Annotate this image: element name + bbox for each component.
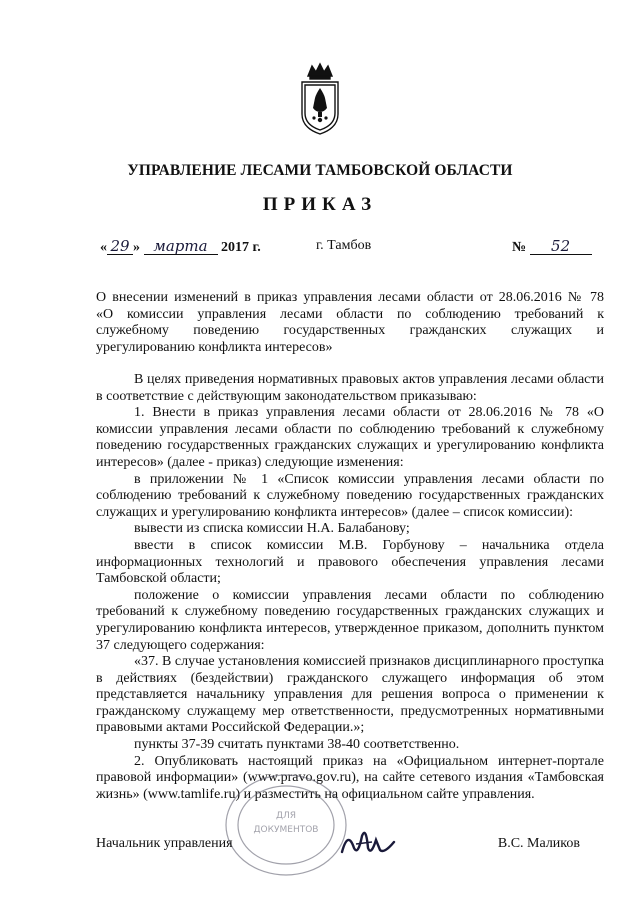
signatory-position: Начальник управления [96,836,233,851]
body-paragraph: ввести в список комиссии М.В. Горбунову – начальника отдела информационных технологий и правового обеспечения управления лесами Тамбовской области; [96,537,604,587]
date-year: 2017 г. [221,240,261,255]
subject-line: О внесении изменений в приказ управления лесами области от 28.06.2016 № 78 [96,290,604,305]
stamp-text-1: ДЛЯ [275,811,297,821]
stamp-text-2: ДОКУМЕНТОВ [253,825,319,835]
body-paragraph: вывести из списка комиссии Н.А. Балабанову; [134,521,410,537]
coat-of-arms-icon [298,62,342,136]
official-seal-stamp [222,770,350,880]
handwritten-signature [338,822,398,862]
subject-line: урегулированию конфликта интересов» [96,339,333,355]
date-quote-open: « [100,240,107,255]
body-paragraph: пункты 37-39 считать пунктами 38-40 соответственно. [134,737,460,753]
date-month: марта [144,238,218,255]
document-subject [96,290,604,356]
city-label: г. Тамбов [316,238,372,253]
body-paragraph: в приложении № 1 «Список комиссии управления лесами области по соблюдению требований к служебному поведению государственных гражданских служащих и урегулированию конфликта интересов» (далее – список комиссии): [96,471,604,520]
date-day: 29 [107,238,133,255]
body-paragraph: 2. Опубликовать настоящий приказ на «Официальном интернет-портале правовой информации» (www.pravo.gov.ru), на сайте сетевого издания «Тамбовская жизнь» (www.tamlife.ru) и разместить на официальном сайте управления. [96,753,604,802]
date-quote-close: » [133,240,140,255]
number-value: 52 [530,238,592,255]
document-type-title: ПРИКАЗ [262,194,378,215]
body-paragraph: «37. В случае установления комиссией признаков дисциплинарного проступка в действиях (бездействии) гражданского служащего информация об этом представляется начальнику управления для решения вопроса о применении к гражданскому служащему мер ответственности, предусмотренных нормативными правовыми актами Российской Федерации.»; [96,654,604,736]
subject-line: «О комиссии управления лесами области по соблюдению требований к [96,306,604,322]
signatory-name: В.С. Маликов [497,836,580,851]
document-date [100,238,261,256]
body-paragraph: В целях приведения нормативных правовых актов управления лесами области в соответствие с действующим законодательством приказываю: [96,372,604,404]
number-label: № [512,240,527,255]
body-paragraph: положение о комиссии управления лесами области по соблюдению требований к служебному поведению государственных гражданских служащих и урегулированию конфликта интересов, утвержденное приказом, дополнить пунктом 37 следующего содержания: [96,587,604,653]
document-body [96,372,604,803]
subject-line: служебному поведению государственных гражданских служащих и [96,323,604,339]
document-number [512,238,592,256]
organization-name: УПРАВЛЕНИЕ ЛЕСАМИ ТАМБОВСКОЙ ОБЛАСТИ [127,162,513,179]
body-paragraph: 1. Внести в приказ управления лесами области от 28.06.2016 № 78 «О комиссии управления лесами области по соблюдению требований к служебному поведению государственных гражданских служащих и урегулированию конфликта интересов» (далее - приказ) следующие изменения: [96,405,604,470]
